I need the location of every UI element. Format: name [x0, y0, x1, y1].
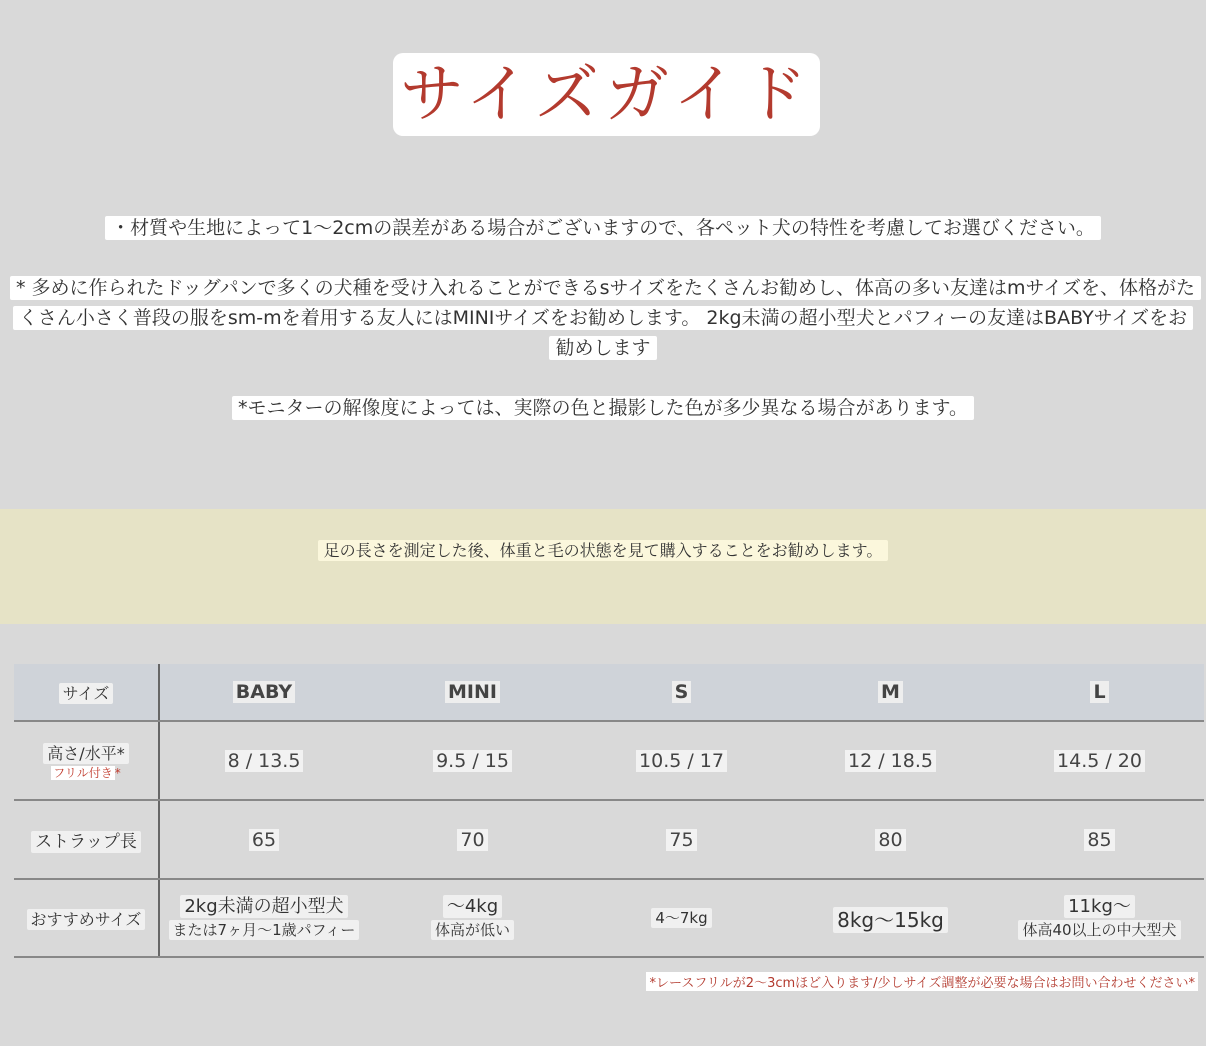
strap-l-cell [995, 800, 1204, 879]
recommend-m: 8kg〜15kg [833, 907, 948, 933]
recommend-row [14, 879, 1204, 957]
recommend-m-cell [786, 879, 995, 957]
height-l-cell [995, 721, 1204, 800]
table-header-row [14, 664, 1204, 721]
strap-baby: 65 [249, 829, 279, 851]
strap-label-cell [14, 800, 159, 879]
frill-star: * [114, 765, 121, 780]
height-mini: 9.5 / 15 [433, 750, 512, 772]
height-label: 高さ/水平* [43, 743, 128, 764]
strap-row [14, 800, 1204, 879]
recommend-l-line1: 11kg〜 [1064, 895, 1135, 918]
strap-s: 75 [666, 829, 696, 851]
advice-text-row [0, 540, 1206, 562]
recommend-mini-cell [368, 879, 577, 957]
recommend-baby-cell [159, 879, 368, 957]
size-l: L [1090, 681, 1108, 703]
footer-note: *レースフリルが2〜3cmほど入ります/少しサイズ調整が必要な場合はお問い合わせください* [646, 972, 1198, 991]
size-mini-cell [368, 664, 577, 721]
height-mini-cell [368, 721, 577, 800]
height-m: 12 / 18.5 [845, 750, 936, 772]
page-title: サイズガイド [400, 57, 813, 132]
strap-m: 80 [875, 829, 905, 851]
size-mini: MINI [445, 681, 500, 703]
height-s: 10.5 / 17 [636, 750, 727, 772]
strap-m-cell [786, 800, 995, 879]
strap-l: 85 [1084, 829, 1114, 851]
recommend-l-line2: 体高40以上の中大型犬 [1018, 920, 1180, 940]
height-s-cell [577, 721, 786, 800]
size-s-cell [577, 664, 786, 721]
recommend-mini-line1: 〜4kg [443, 895, 502, 918]
advice-text: 足の長さを測定した後、体重と毛の状態を見て購入することをお勧めします。 [318, 540, 889, 561]
size-recommendation [10, 273, 1196, 363]
strap-mini: 70 [457, 829, 487, 851]
height-baby-cell [159, 721, 368, 800]
recommend-mini-line2: 体高が低い [431, 920, 514, 940]
strap-s-cell [577, 800, 786, 879]
size-recommendation-text: * 多めに作られたドッグパンで多くの犬種を受け入れることができるsサイズをたくさんお勧めし、体高の多い友達はmサイズを、体格がたくさん小さく普段の服をsm-mを着用する友人にはMINIサイズをお勧めします。 2kg未満の超小型犬とパフィーの友達はBABYサイズをお勧めします [10, 276, 1201, 360]
size-baby-cell [159, 664, 368, 721]
recommend-l-cell [995, 879, 1204, 957]
recommend-baby-line2: または7ヶ月〜1歳パフィー [169, 920, 360, 940]
size-baby: BABY [233, 681, 295, 703]
recommend-s-cell [577, 879, 786, 957]
recommend-label: おすすめサイズ [27, 909, 146, 930]
header-label: サイズ [59, 683, 114, 704]
height-label-cell [14, 721, 159, 800]
frill-label: フリル付き [53, 765, 113, 780]
size-l-cell [995, 664, 1204, 721]
recommend-baby-line1: 2kg未満の超小型犬 [180, 895, 347, 918]
material-note [10, 213, 1196, 243]
title-box [393, 53, 820, 136]
height-m-cell [786, 721, 995, 800]
height-row [14, 721, 1204, 800]
header-label-cell [14, 664, 159, 721]
material-note-text: ・材質や生地によって1〜2cmの誤差がある場合がございますので、各ペット犬の特性を考慮してお選びください。 [105, 216, 1101, 240]
recommend-label-cell [14, 879, 159, 957]
size-m-cell [786, 664, 995, 721]
monitor-note-text: *モニターの解像度によっては、実際の色と撮影した色が多少異なる場合があります。 [232, 396, 974, 420]
size-m: M [878, 681, 903, 703]
advice-band [0, 509, 1206, 624]
height-l: 14.5 / 20 [1054, 750, 1145, 772]
strap-baby-cell [159, 800, 368, 879]
strap-label: ストラップ長 [31, 831, 141, 853]
recommend-s: 4〜7kg [651, 908, 711, 928]
height-baby: 8 / 13.5 [225, 750, 304, 772]
size-s: S [672, 681, 692, 703]
strap-mini-cell [368, 800, 577, 879]
monitor-note [10, 393, 1196, 423]
size-table [14, 664, 1204, 958]
